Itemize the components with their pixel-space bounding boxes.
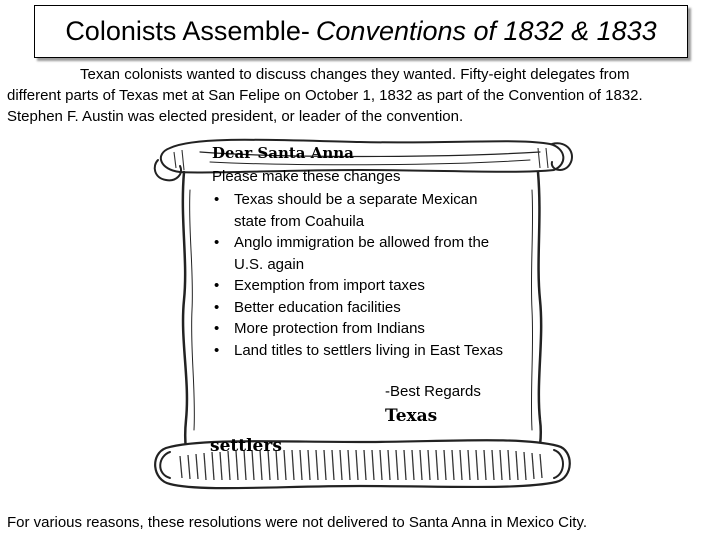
signature-settlers: settlers (210, 436, 282, 456)
bullet: • (214, 191, 220, 208)
demand-text: Better education facilities (234, 298, 401, 316)
list-item (212, 318, 512, 340)
signature-texas: Texas (385, 406, 438, 426)
bullet: • (214, 298, 220, 316)
intro-line-3: Stephen F. Austin was elected president, or leader of the convention. (7, 108, 464, 125)
letter-closing: -Best Regards (385, 383, 481, 400)
page-title (34, 5, 688, 58)
list-item (212, 189, 512, 232)
intro-line-2: different parts of Texas met at San Felipe on October 1, 1832 as part of the Convention of 1832. (7, 87, 643, 104)
bullet: • (214, 320, 220, 337)
title-italic: Conventions of 1832 & 1833 (315, 16, 657, 46)
list-item (212, 275, 512, 297)
demand-text: More protection from Indians (234, 320, 425, 337)
demand-text: Texas should be a separate Mexican state from Coahuila (234, 191, 478, 230)
title-plain: Colonists Assemble- (65, 16, 310, 46)
bullet: • (214, 234, 220, 251)
demand-text: Anglo immigration be allowed from the U.S. again (234, 234, 490, 273)
letter-lead: Please make these changes (212, 168, 401, 185)
intro-paragraph (7, 64, 715, 127)
intro-line-1: Texan colonists wanted to discuss changes they wanted. Fifty-eight delegates from (80, 66, 630, 83)
demands-list (212, 189, 512, 361)
letter-greeting: Dear Santa Anna (212, 144, 354, 162)
list-item (212, 232, 512, 275)
demand-text: Land titles to settlers living in East Texas (234, 341, 504, 359)
footer-note: For various reasons, these resolutions were not delivered to Santa Anna in Mexico City. (7, 514, 588, 531)
list-item (212, 340, 512, 362)
bullet: • (214, 277, 220, 294)
demand-text: Exemption from import taxes (234, 277, 425, 294)
list-item (212, 297, 512, 319)
bullet: • (214, 341, 220, 359)
